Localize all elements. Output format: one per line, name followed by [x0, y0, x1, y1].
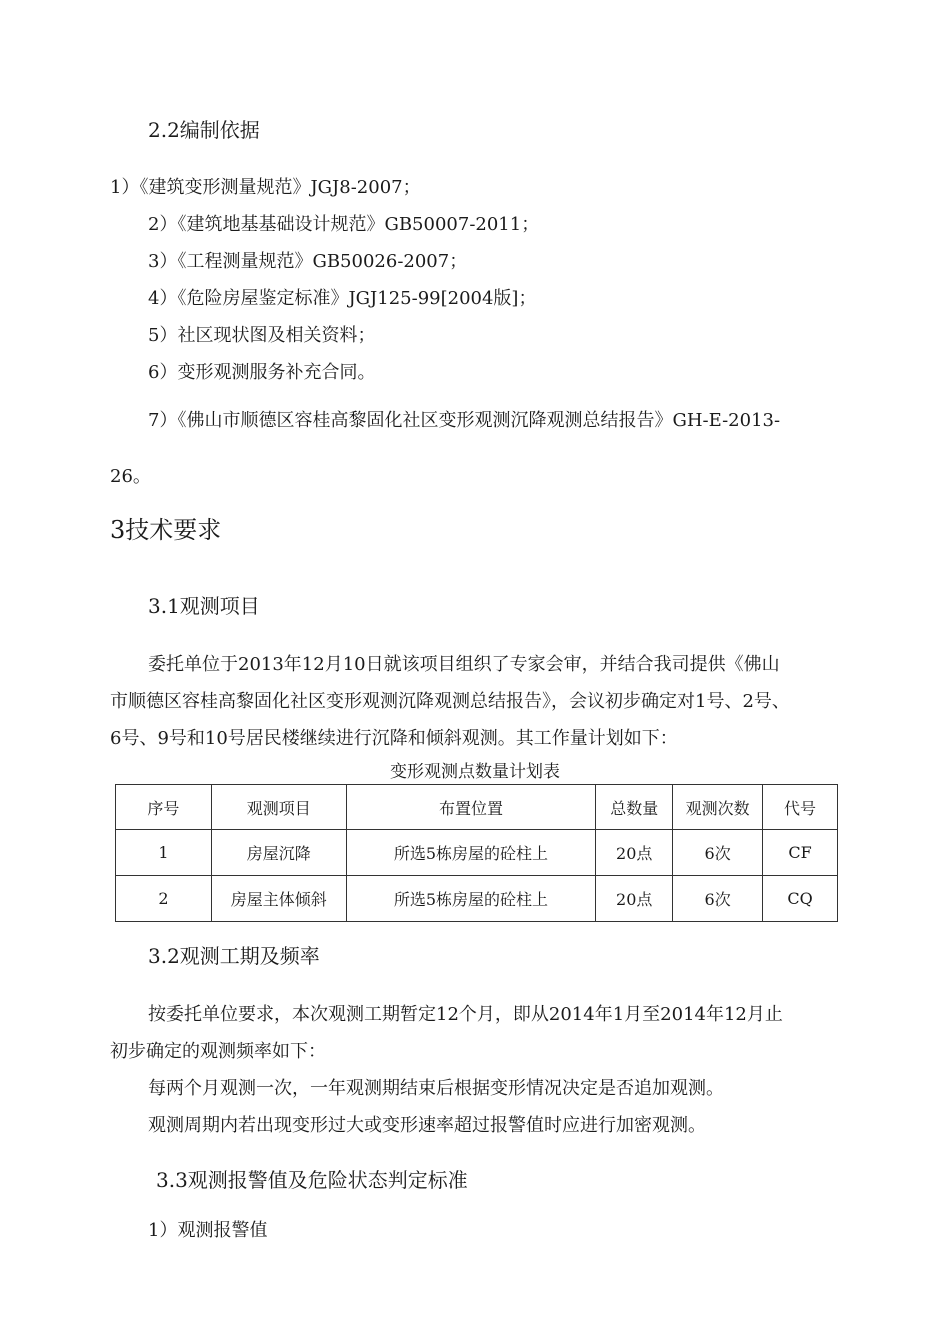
- reference-item-6: 6）变形观测服务补充合同。: [148, 362, 376, 383]
- reference-item-3: 3）《工程测量规范》GB50026-2007；: [148, 251, 468, 272]
- table-cell: 所选5栋房屋的砼柱上: [346, 830, 596, 876]
- reference-item-7: 7）《佛山市顺德区容桂高黎固化社区变形观测沉降观测总结报告》GH-E-2013-: [148, 410, 781, 431]
- table-cell: 所选5栋房屋的砼柱上: [346, 876, 596, 922]
- section-3-3-item-1: 1）观测报警值: [148, 1220, 268, 1241]
- table-cell: CQ: [763, 876, 838, 922]
- section-3-1-paragraph-line-2: 市顺德区容桂高黎固化社区变形观测沉降观测总结报告》，会议初步确定对1号、2号、: [110, 691, 790, 712]
- table-cell: 2: [116, 876, 212, 922]
- frequency-note-2: 观测周期内若出现变形过大或变形速率超过报警值时应进行加密观测。: [148, 1115, 706, 1136]
- frequency-note-1: 每两个月观测一次，一年观测期结束后根据变形情况决定是否追加观测。: [148, 1078, 724, 1099]
- reference-item-4: 4）《危险房屋鉴定标准》JGJ125-99[2004版]；: [148, 288, 537, 309]
- table-cell: 1: [116, 830, 212, 876]
- section-3-2-paragraph-line-2: 初步确定的观测频率如下：: [110, 1041, 326, 1062]
- table-caption: 变形观测点数量计划表: [390, 762, 560, 782]
- table-cell: CF: [763, 830, 838, 876]
- reference-item-5: 5）社区现状图及相关资料；: [148, 325, 376, 346]
- reference-item-7-continued: 26。: [110, 466, 151, 487]
- table-header-cell: 总数量: [596, 785, 673, 830]
- reference-item-1: 1）《建筑变形测量规范》JGJ8-2007；: [110, 177, 421, 198]
- section-3-3-heading: 3.3观测报警值及危险状态判定标准: [156, 1168, 468, 1192]
- table-header-row: [116, 785, 838, 830]
- table-header-cell: 序号: [116, 785, 212, 830]
- table-cell: 6次: [673, 876, 763, 922]
- table-row: [116, 876, 838, 922]
- section-3-2-heading: 3.2观测工期及频率: [148, 944, 320, 968]
- reference-item-2: 2）《建筑地基基础设计规范》GB50007-2011；: [148, 214, 540, 235]
- section-3-1-paragraph-line-3: 6号、9号和10号居民楼继续进行沉降和倾斜观测。其工作量计划如下：: [110, 728, 678, 749]
- table-header-cell: 观测次数: [673, 785, 763, 830]
- section-3-heading: 3技术要求: [110, 516, 222, 544]
- section-3-2-paragraph-line-1: 按委托单位要求，本次观测工期暂定12个月，即从2014年1月至2014年12月止: [148, 1004, 783, 1025]
- table-header-cell: 代号: [763, 785, 838, 830]
- table-cell: 6次: [673, 830, 763, 876]
- table-cell: 房屋主体倾斜: [211, 876, 346, 922]
- observation-plan-table: [115, 784, 838, 922]
- table-row: [116, 830, 838, 876]
- table-header-cell: 布置位置: [346, 785, 596, 830]
- table-cell: 20点: [596, 876, 673, 922]
- section-3-1-paragraph-line-1: 委托单位于2013年12月10日就该项目组织了专家会审，并结合我司提供《佛山: [148, 654, 780, 675]
- table-cell: 房屋沉降: [211, 830, 346, 876]
- table-header-cell: 观测项目: [211, 785, 346, 830]
- section-3-1-heading: 3.1观测项目: [148, 594, 260, 618]
- section-2-2-heading: 2.2编制依据: [148, 118, 260, 142]
- table-cell: 20点: [596, 830, 673, 876]
